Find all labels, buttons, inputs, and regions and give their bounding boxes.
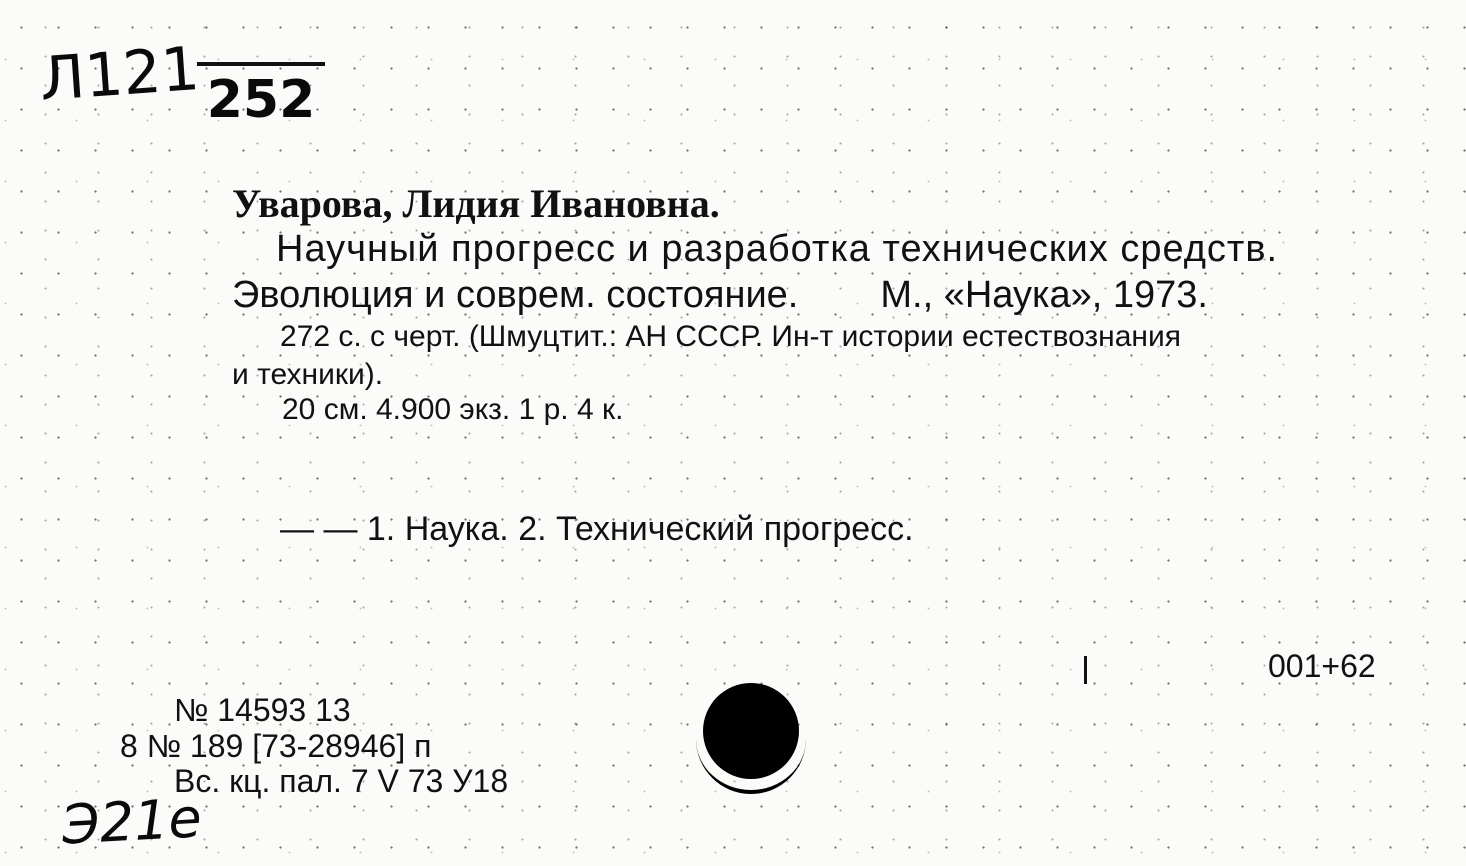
subject-headings: — — 1. Наука. 2. Технический прогресс. — [280, 510, 914, 548]
classification-code: 001+62 — [1268, 648, 1376, 684]
shelf-mark-number: 252 — [197, 62, 325, 126]
physical-description-line-2: и техники). — [232, 358, 384, 391]
shelf-mark-prefix: Л121 — [37, 34, 202, 115]
publisher-info-line-2: 8 № 189 [73-28946] п — [120, 728, 432, 764]
title-continuation: Эволюция и соврем. состояние. — [232, 274, 799, 316]
publisher-info-line-1: № 14593 13 — [174, 692, 351, 728]
handwritten-note: Э21е — [60, 786, 204, 857]
title-line-1: Научный прогресс и разработка технических средств. — [276, 228, 1279, 270]
publisher-info-line-3: Вс. кц. пал. 7 V 73 У18 — [174, 763, 509, 799]
author-heading: Уварова, Лидия Ивановна. — [232, 181, 720, 226]
imprint: М., «Наука», 1973. — [880, 274, 1208, 316]
physical-description-line-3: 20 см. 4.900 экз. 1 р. 4 к. — [282, 393, 624, 426]
margin-tick-mark — [1084, 656, 1087, 684]
title-line-2 — [232, 276, 1208, 314]
punch-hole — [703, 683, 799, 779]
physical-description-line-1: 272 с. с черт. (Шмуцтит.: АН СССР. Ин-т истории естествознания — [280, 320, 1181, 353]
